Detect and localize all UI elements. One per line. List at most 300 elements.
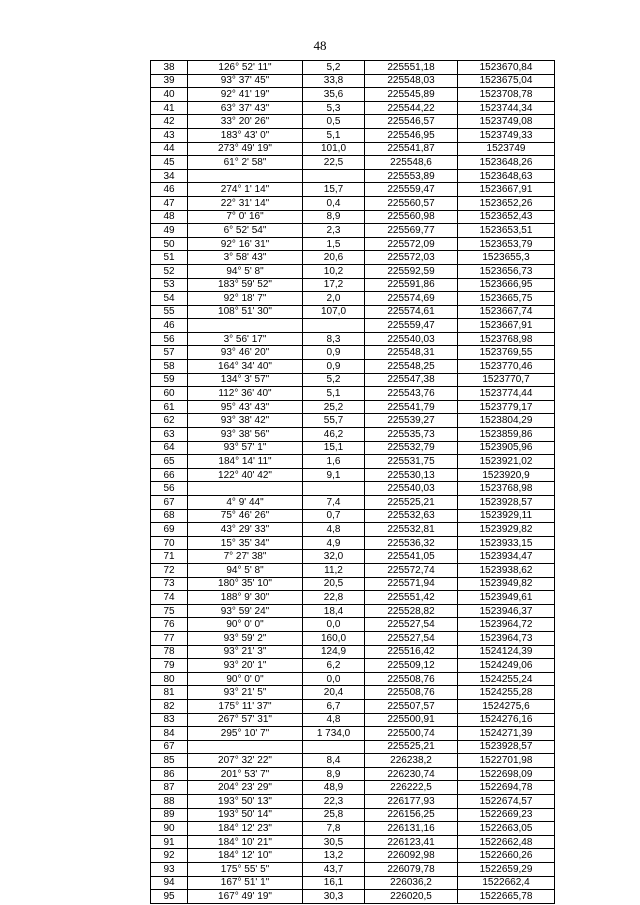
angle-cell: 15° 35' 34" bbox=[188, 536, 303, 550]
point-number-cell: 79 bbox=[151, 659, 188, 673]
table-row bbox=[151, 210, 555, 224]
point-number-cell: 68 bbox=[151, 509, 188, 523]
distance-cell: 15,7 bbox=[303, 183, 365, 197]
table-row bbox=[151, 455, 555, 469]
point-number-cell: 39 bbox=[151, 74, 188, 88]
x-coordinate-cell: 225527,54 bbox=[365, 631, 458, 645]
angle-cell: 108° 51' 30" bbox=[188, 305, 303, 319]
x-coordinate-cell: 226092,98 bbox=[365, 849, 458, 863]
distance-cell: 0,4 bbox=[303, 196, 365, 210]
angle-cell: 22° 31' 14" bbox=[188, 196, 303, 210]
y-coordinate-cell: 1523768,98 bbox=[458, 482, 555, 496]
distance-cell: 6,2 bbox=[303, 659, 365, 673]
table-row bbox=[151, 795, 555, 809]
point-number-cell: 93 bbox=[151, 863, 188, 877]
x-coordinate-cell: 225509,12 bbox=[365, 659, 458, 673]
x-coordinate-cell: 225571,94 bbox=[365, 577, 458, 591]
y-coordinate-cell: 1522663,05 bbox=[458, 822, 555, 836]
angle-cell: 274° 1' 14" bbox=[188, 183, 303, 197]
angle-cell: 193° 50' 13" bbox=[188, 795, 303, 809]
y-coordinate-cell: 1523667,91 bbox=[458, 319, 555, 333]
angle-cell: 295° 10' 7" bbox=[188, 727, 303, 741]
table-row bbox=[151, 890, 555, 904]
distance-cell: 5,1 bbox=[303, 128, 365, 142]
angle-cell: 93° 37' 45" bbox=[188, 74, 303, 88]
point-number-cell: 48 bbox=[151, 210, 188, 224]
y-coordinate-cell: 1523656,73 bbox=[458, 264, 555, 278]
distance-cell: 7,4 bbox=[303, 496, 365, 510]
point-number-cell: 38 bbox=[151, 61, 188, 75]
y-coordinate-cell: 1523964,73 bbox=[458, 631, 555, 645]
point-number-cell: 84 bbox=[151, 727, 188, 741]
x-coordinate-cell: 225572,74 bbox=[365, 563, 458, 577]
point-number-cell: 51 bbox=[151, 251, 188, 265]
x-coordinate-cell: 225572,09 bbox=[365, 237, 458, 251]
point-number-cell: 34 bbox=[151, 169, 188, 183]
angle-cell: 167° 51' 1" bbox=[188, 876, 303, 890]
x-coordinate-cell: 226079,78 bbox=[365, 863, 458, 877]
distance-cell: 0,0 bbox=[303, 618, 365, 632]
table-row bbox=[151, 387, 555, 401]
angle-cell: 204° 23' 29" bbox=[188, 781, 303, 795]
angle-cell: 7° 0' 16" bbox=[188, 210, 303, 224]
point-number-cell: 71 bbox=[151, 550, 188, 564]
angle-cell: 267° 57' 31" bbox=[188, 713, 303, 727]
x-coordinate-cell: 225527,54 bbox=[365, 618, 458, 632]
distance-cell: 13,2 bbox=[303, 849, 365, 863]
distance-cell bbox=[303, 319, 365, 333]
x-coordinate-cell: 225507,57 bbox=[365, 699, 458, 713]
distance-cell: 2,3 bbox=[303, 224, 365, 238]
x-coordinate-cell: 225531,75 bbox=[365, 455, 458, 469]
table-row bbox=[151, 61, 555, 75]
table-row bbox=[151, 101, 555, 115]
angle-cell: 43° 29' 33" bbox=[188, 523, 303, 537]
angle-cell bbox=[188, 740, 303, 754]
x-coordinate-cell: 225591,86 bbox=[365, 278, 458, 292]
y-coordinate-cell: 1523933,15 bbox=[458, 536, 555, 550]
table-row bbox=[151, 604, 555, 618]
point-number-cell: 87 bbox=[151, 781, 188, 795]
angle-cell: 7° 27' 38" bbox=[188, 550, 303, 564]
table-row bbox=[151, 88, 555, 102]
y-coordinate-cell: 1523667,91 bbox=[458, 183, 555, 197]
angle-cell: 93° 57' 1" bbox=[188, 441, 303, 455]
y-coordinate-cell: 1523667,74 bbox=[458, 305, 555, 319]
angle-cell: 175° 11' 37" bbox=[188, 699, 303, 713]
y-coordinate-cell: 1522665,78 bbox=[458, 890, 555, 904]
distance-cell: 8,9 bbox=[303, 210, 365, 224]
y-coordinate-cell: 1523749,08 bbox=[458, 115, 555, 129]
y-coordinate-cell: 1523652,43 bbox=[458, 210, 555, 224]
distance-cell: 33,8 bbox=[303, 74, 365, 88]
y-coordinate-cell: 1523670,84 bbox=[458, 61, 555, 75]
angle-cell: 90° 0' 0" bbox=[188, 672, 303, 686]
y-coordinate-cell: 1523859,86 bbox=[458, 428, 555, 442]
y-coordinate-cell: 1523665,75 bbox=[458, 292, 555, 306]
angle-cell: 183° 59' 52" bbox=[188, 278, 303, 292]
point-number-cell: 70 bbox=[151, 536, 188, 550]
table-row bbox=[151, 142, 555, 156]
point-number-cell: 57 bbox=[151, 346, 188, 360]
distance-cell: 32,0 bbox=[303, 550, 365, 564]
distance-cell: 16,1 bbox=[303, 876, 365, 890]
distance-cell: 18,4 bbox=[303, 604, 365, 618]
x-coordinate-cell: 226238,2 bbox=[365, 754, 458, 768]
point-number-cell: 67 bbox=[151, 740, 188, 754]
point-number-cell: 56 bbox=[151, 482, 188, 496]
y-coordinate-cell: 1523949,61 bbox=[458, 591, 555, 605]
angle-cell: 175° 55' 5" bbox=[188, 863, 303, 877]
angle-cell: 183° 43' 0" bbox=[188, 128, 303, 142]
y-coordinate-cell: 1523768,98 bbox=[458, 332, 555, 346]
coordinates-table-body bbox=[151, 61, 555, 904]
distance-cell: 46,2 bbox=[303, 428, 365, 442]
point-number-cell: 77 bbox=[151, 631, 188, 645]
distance-cell: 1,6 bbox=[303, 455, 365, 469]
angle-cell bbox=[188, 169, 303, 183]
x-coordinate-cell: 225532,79 bbox=[365, 441, 458, 455]
angle-cell: 93° 59' 24" bbox=[188, 604, 303, 618]
angle-cell: 63° 37' 43" bbox=[188, 101, 303, 115]
angle-cell: 93° 38' 56" bbox=[188, 428, 303, 442]
y-coordinate-cell: 1523666,95 bbox=[458, 278, 555, 292]
x-coordinate-cell: 225541,05 bbox=[365, 550, 458, 564]
angle-cell: 126° 52' 11" bbox=[188, 61, 303, 75]
y-coordinate-cell: 1522669,23 bbox=[458, 808, 555, 822]
distance-cell: 15,1 bbox=[303, 441, 365, 455]
table-row bbox=[151, 496, 555, 510]
distance-cell: 35,6 bbox=[303, 88, 365, 102]
point-number-cell: 47 bbox=[151, 196, 188, 210]
distance-cell: 1 734,0 bbox=[303, 727, 365, 741]
angle-cell: 184° 10' 21" bbox=[188, 835, 303, 849]
y-coordinate-cell: 1524255,28 bbox=[458, 686, 555, 700]
x-coordinate-cell: 225543,76 bbox=[365, 387, 458, 401]
point-number-cell: 50 bbox=[151, 237, 188, 251]
x-coordinate-cell: 225500,74 bbox=[365, 727, 458, 741]
point-number-cell: 76 bbox=[151, 618, 188, 632]
angle-cell: 164° 34' 40" bbox=[188, 360, 303, 374]
table-row bbox=[151, 509, 555, 523]
table-row bbox=[151, 591, 555, 605]
distance-cell: 101,0 bbox=[303, 142, 365, 156]
x-coordinate-cell: 225540,03 bbox=[365, 332, 458, 346]
y-coordinate-cell: 1523779,17 bbox=[458, 400, 555, 414]
table-row bbox=[151, 196, 555, 210]
point-number-cell: 61 bbox=[151, 400, 188, 414]
x-coordinate-cell: 225574,69 bbox=[365, 292, 458, 306]
distance-cell: 7,8 bbox=[303, 822, 365, 836]
distance-cell: 124,9 bbox=[303, 645, 365, 659]
x-coordinate-cell: 225560,98 bbox=[365, 210, 458, 224]
table-row bbox=[151, 373, 555, 387]
table-row bbox=[151, 224, 555, 238]
x-coordinate-cell: 225572,03 bbox=[365, 251, 458, 265]
y-coordinate-cell: 1522698,09 bbox=[458, 767, 555, 781]
distance-cell: 55,7 bbox=[303, 414, 365, 428]
point-number-cell: 63 bbox=[151, 428, 188, 442]
table-row bbox=[151, 441, 555, 455]
table-row bbox=[151, 346, 555, 360]
angle-cell: 184° 12' 23" bbox=[188, 822, 303, 836]
table-row bbox=[151, 659, 555, 673]
table-row bbox=[151, 645, 555, 659]
x-coordinate-cell: 225530,13 bbox=[365, 468, 458, 482]
x-coordinate-cell: 225559,47 bbox=[365, 319, 458, 333]
y-coordinate-cell: 1523652,26 bbox=[458, 196, 555, 210]
x-coordinate-cell: 226131,16 bbox=[365, 822, 458, 836]
y-coordinate-cell: 1523938,62 bbox=[458, 563, 555, 577]
y-coordinate-cell: 1523648,26 bbox=[458, 156, 555, 170]
distance-cell: 6,7 bbox=[303, 699, 365, 713]
angle-cell: 93° 20' 1" bbox=[188, 659, 303, 673]
point-number-cell: 59 bbox=[151, 373, 188, 387]
table-row bbox=[151, 74, 555, 88]
angle-cell: 201° 53' 7" bbox=[188, 767, 303, 781]
y-coordinate-cell: 1523949,82 bbox=[458, 577, 555, 591]
y-coordinate-cell: 1523929,82 bbox=[458, 523, 555, 537]
point-number-cell: 94 bbox=[151, 876, 188, 890]
y-coordinate-cell: 1523920,9 bbox=[458, 468, 555, 482]
distance-cell: 160,0 bbox=[303, 631, 365, 645]
y-coordinate-cell: 1522659,29 bbox=[458, 863, 555, 877]
y-coordinate-cell: 1524271,39 bbox=[458, 727, 555, 741]
x-coordinate-cell: 225548,03 bbox=[365, 74, 458, 88]
y-coordinate-cell: 1524255,24 bbox=[458, 672, 555, 686]
x-coordinate-cell: 226123,41 bbox=[365, 835, 458, 849]
angle-cell: 193° 50' 14" bbox=[188, 808, 303, 822]
angle-cell: 134° 3' 57" bbox=[188, 373, 303, 387]
distance-cell: 8,3 bbox=[303, 332, 365, 346]
distance-cell bbox=[303, 169, 365, 183]
angle-cell: 95° 43' 43" bbox=[188, 400, 303, 414]
x-coordinate-cell: 225548,31 bbox=[365, 346, 458, 360]
distance-cell: 2,0 bbox=[303, 292, 365, 306]
point-number-cell: 80 bbox=[151, 672, 188, 686]
table-row bbox=[151, 183, 555, 197]
table-row bbox=[151, 577, 555, 591]
distance-cell: 1,5 bbox=[303, 237, 365, 251]
table-row bbox=[151, 400, 555, 414]
y-coordinate-cell: 1522694,78 bbox=[458, 781, 555, 795]
angle-cell: 75° 46' 26" bbox=[188, 509, 303, 523]
distance-cell: 10,2 bbox=[303, 264, 365, 278]
point-number-cell: 89 bbox=[151, 808, 188, 822]
point-number-cell: 44 bbox=[151, 142, 188, 156]
x-coordinate-cell: 225548,6 bbox=[365, 156, 458, 170]
table-row bbox=[151, 251, 555, 265]
point-number-cell: 75 bbox=[151, 604, 188, 618]
angle-cell: 3° 56' 17" bbox=[188, 332, 303, 346]
page-number: 48 bbox=[313, 38, 327, 53]
y-coordinate-cell: 1523934,47 bbox=[458, 550, 555, 564]
point-number-cell: 46 bbox=[151, 183, 188, 197]
table-row bbox=[151, 781, 555, 795]
y-coordinate-cell: 1522701,98 bbox=[458, 754, 555, 768]
angle-cell: 184° 12' 10" bbox=[188, 849, 303, 863]
angle-cell: 92° 41' 19" bbox=[188, 88, 303, 102]
x-coordinate-cell: 225525,21 bbox=[365, 496, 458, 510]
y-coordinate-cell: 1523744,34 bbox=[458, 101, 555, 115]
x-coordinate-cell: 225560,57 bbox=[365, 196, 458, 210]
point-number-cell: 64 bbox=[151, 441, 188, 455]
angle-cell: 93° 46' 20" bbox=[188, 346, 303, 360]
point-number-cell: 72 bbox=[151, 563, 188, 577]
table-row bbox=[151, 699, 555, 713]
distance-cell: 22,3 bbox=[303, 795, 365, 809]
y-coordinate-cell: 1523653,79 bbox=[458, 237, 555, 251]
point-number-cell: 95 bbox=[151, 890, 188, 904]
angle-cell: 94° 5' 8" bbox=[188, 563, 303, 577]
table-row bbox=[151, 876, 555, 890]
distance-cell: 48,9 bbox=[303, 781, 365, 795]
x-coordinate-cell: 226036,2 bbox=[365, 876, 458, 890]
table-row bbox=[151, 237, 555, 251]
distance-cell: 22,8 bbox=[303, 591, 365, 605]
point-number-cell: 46 bbox=[151, 319, 188, 333]
y-coordinate-cell: 1523804,29 bbox=[458, 414, 555, 428]
x-coordinate-cell: 226222,5 bbox=[365, 781, 458, 795]
table-row bbox=[151, 482, 555, 496]
table-row bbox=[151, 631, 555, 645]
angle-cell: 167° 49' 19" bbox=[188, 890, 303, 904]
distance-cell bbox=[303, 740, 365, 754]
distance-cell: 5,1 bbox=[303, 387, 365, 401]
x-coordinate-cell: 225532,63 bbox=[365, 509, 458, 523]
y-coordinate-cell: 1523648,63 bbox=[458, 169, 555, 183]
x-coordinate-cell: 225569,77 bbox=[365, 224, 458, 238]
distance-cell: 4,8 bbox=[303, 713, 365, 727]
table-row bbox=[151, 156, 555, 170]
y-coordinate-cell: 1523774,44 bbox=[458, 387, 555, 401]
y-coordinate-cell: 1523928,57 bbox=[458, 496, 555, 510]
point-number-cell: 66 bbox=[151, 468, 188, 482]
angle-cell: 273° 49' 19" bbox=[188, 142, 303, 156]
point-number-cell: 65 bbox=[151, 455, 188, 469]
table-row bbox=[151, 169, 555, 183]
point-number-cell: 88 bbox=[151, 795, 188, 809]
y-coordinate-cell: 1522662,4 bbox=[458, 876, 555, 890]
table-row bbox=[151, 754, 555, 768]
angle-cell: 92° 18' 7" bbox=[188, 292, 303, 306]
table-row bbox=[151, 563, 555, 577]
table-row bbox=[151, 550, 555, 564]
coordinates-table bbox=[150, 60, 555, 904]
y-coordinate-cell: 1523929,11 bbox=[458, 509, 555, 523]
point-number-cell: 42 bbox=[151, 115, 188, 129]
distance-cell: 20,6 bbox=[303, 251, 365, 265]
y-coordinate-cell: 1522674,57 bbox=[458, 795, 555, 809]
distance-cell bbox=[303, 482, 365, 496]
angle-cell: 184° 14' 11" bbox=[188, 455, 303, 469]
distance-cell: 0,0 bbox=[303, 672, 365, 686]
y-coordinate-cell: 1523964,72 bbox=[458, 618, 555, 632]
x-coordinate-cell: 225546,95 bbox=[365, 128, 458, 142]
point-number-cell: 73 bbox=[151, 577, 188, 591]
table-row bbox=[151, 727, 555, 741]
x-coordinate-cell: 225547,38 bbox=[365, 373, 458, 387]
point-number-cell: 41 bbox=[151, 101, 188, 115]
x-coordinate-cell: 226156,25 bbox=[365, 808, 458, 822]
distance-cell: 0,9 bbox=[303, 360, 365, 374]
angle-cell: 92° 16' 31" bbox=[188, 237, 303, 251]
angle-cell: 90° 0' 0" bbox=[188, 618, 303, 632]
angle-cell: 61° 2' 58" bbox=[188, 156, 303, 170]
point-number-cell: 83 bbox=[151, 713, 188, 727]
point-number-cell: 56 bbox=[151, 332, 188, 346]
y-coordinate-cell: 1523653,51 bbox=[458, 224, 555, 238]
distance-cell: 5,2 bbox=[303, 61, 365, 75]
angle-cell: 93° 38' 42" bbox=[188, 414, 303, 428]
distance-cell: 5,2 bbox=[303, 373, 365, 387]
x-coordinate-cell: 225528,82 bbox=[365, 604, 458, 618]
x-coordinate-cell: 225548,25 bbox=[365, 360, 458, 374]
x-coordinate-cell: 225532,81 bbox=[365, 523, 458, 537]
table-row bbox=[151, 468, 555, 482]
table-row bbox=[151, 808, 555, 822]
y-coordinate-cell: 1523770,46 bbox=[458, 360, 555, 374]
point-number-cell: 53 bbox=[151, 278, 188, 292]
y-coordinate-cell: 1523675,04 bbox=[458, 74, 555, 88]
x-coordinate-cell: 225545,89 bbox=[365, 88, 458, 102]
angle-cell: 122° 40' 42" bbox=[188, 468, 303, 482]
table-row bbox=[151, 264, 555, 278]
distance-cell: 25,8 bbox=[303, 808, 365, 822]
point-number-cell: 82 bbox=[151, 699, 188, 713]
table-row bbox=[151, 523, 555, 537]
x-coordinate-cell: 225546,57 bbox=[365, 115, 458, 129]
distance-cell: 20,4 bbox=[303, 686, 365, 700]
distance-cell: 4,8 bbox=[303, 523, 365, 537]
distance-cell: 20,5 bbox=[303, 577, 365, 591]
point-number-cell: 52 bbox=[151, 264, 188, 278]
table-row bbox=[151, 849, 555, 863]
point-number-cell: 62 bbox=[151, 414, 188, 428]
x-coordinate-cell: 225551,42 bbox=[365, 591, 458, 605]
x-coordinate-cell: 225508,76 bbox=[365, 672, 458, 686]
angle-cell: 94° 5' 8" bbox=[188, 264, 303, 278]
distance-cell: 43,7 bbox=[303, 863, 365, 877]
distance-cell: 107,0 bbox=[303, 305, 365, 319]
x-coordinate-cell: 225551,18 bbox=[365, 61, 458, 75]
table-row bbox=[151, 360, 555, 374]
distance-cell: 4,9 bbox=[303, 536, 365, 550]
y-coordinate-cell: 1523749 bbox=[458, 142, 555, 156]
table-row bbox=[151, 713, 555, 727]
angle-cell: 112° 36' 40" bbox=[188, 387, 303, 401]
x-coordinate-cell: 225559,47 bbox=[365, 183, 458, 197]
distance-cell: 9,1 bbox=[303, 468, 365, 482]
y-coordinate-cell: 1523928,57 bbox=[458, 740, 555, 754]
point-number-cell: 43 bbox=[151, 128, 188, 142]
x-coordinate-cell: 225544,22 bbox=[365, 101, 458, 115]
table-row bbox=[151, 536, 555, 550]
point-number-cell: 45 bbox=[151, 156, 188, 170]
distance-cell: 30,3 bbox=[303, 890, 365, 904]
y-coordinate-cell: 1523769,55 bbox=[458, 346, 555, 360]
y-coordinate-cell: 1522662,48 bbox=[458, 835, 555, 849]
x-coordinate-cell: 225540,03 bbox=[365, 482, 458, 496]
distance-cell: 22,5 bbox=[303, 156, 365, 170]
x-coordinate-cell: 225553,89 bbox=[365, 169, 458, 183]
point-number-cell: 49 bbox=[151, 224, 188, 238]
x-coordinate-cell: 225574,61 bbox=[365, 305, 458, 319]
distance-cell: 5,3 bbox=[303, 101, 365, 115]
point-number-cell: 58 bbox=[151, 360, 188, 374]
y-coordinate-cell: 1523921,02 bbox=[458, 455, 555, 469]
x-coordinate-cell: 225539,27 bbox=[365, 414, 458, 428]
